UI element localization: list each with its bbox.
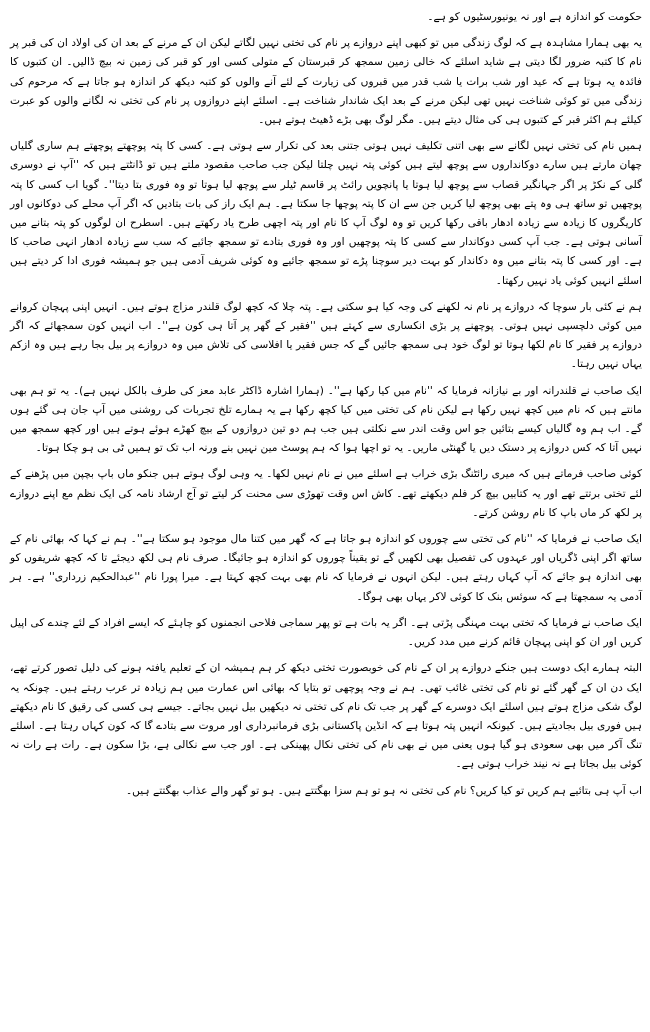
paragraph-7: ایک صاحب نے فرمایا کہ ''نام کی تختی سے چوروں کو اندازہ ہو جاتا ہے کہ گھر میں کتنا مال موجود ہو سکتا ہے''۔ ہم نے کہا کہ بھائی نام کے ساتھ اگر اپنی ڈگریاں اور عہدوں کی تفصیل بھی لکھیں گے تو یقیناً چوروں کو اندازہ ہو جائیگا۔ صرف نام ہی لکھ دیجئے تا کہ کچھ شریفوں کو بھی اندازہ ہو جائے کہ آپ کہاں رہتے ہیں۔ لیکن انہوں نے فرمایا کہ نام بھی بہت کچھ کہتا ہے۔ میرا پورا نام ''عبدالحکیم زرداری'' ہے۔ ہر آدمی یہ سمجھتا ہے کہ سوئس بنک کا کوئی لاکر یہاں بھی ہوگا۔ <box>10 533 642 603</box>
paragraph-10: اب آپ ہی بتائیے ہم کریں تو کیا کریں؟ نام کی تختی نہ ہو تو ہم سزا بھگتتے ہیں۔ ہو تو گھر والے عذاب بھگتتے ہیں۔ <box>125 784 642 797</box>
paragraph-9: البتہ ہمارے ایک دوست ہیں جنکے دروازے پر ان کے نام کی خوبصورت تختی دیکھ کر ہم ہمیشہ ان کے تعلیم یافتہ ہونے کی دلیل تصور کرتے تھے، ایک دن ان کے گھر گئے تو نام کی تختی غائب تھی۔ ہم نے وجہ پوچھی تو بتایا کہ بھائی اس عمارت میں ہم زیادہ تر عرب رہتے ہیں۔ چونکہ یہ لوگ شکی مزاج ہوتے ہیں اسلئے ایک دوسرے کے گھر پر جب تک نام کی تختی نہ دیکھیں بیل نہیں بجاتے۔ جیسے ہی کسی کی رقیق کا نام دیکھتے ہیں فوری بیل بجادیتے ہیں۔ کیونکہ انہیں پتہ ہوتا ہے کہ انڈین پاکستانی بڑی فرمانبرداری اور مروت سے بتادے گا کہ کون کہاں رہتا ہے۔ اسلئے تنگ آکر میں بھی سعودی ہو گیا ہوں یعنی میں نے بھی نام کی تختی نکال پھینکی ہے۔ اور جب سے نکالی ہے، بڑا سکون ہے۔ رات ہے رات نہ کوئی بیل بجاتا ہے نہ نیند خراب ہوتی ہے۔ <box>10 662 642 771</box>
paragraph-4: ہم نے کئی بار سوچا کہ دروازے پر نام نہ لکھنے کی وجہ کیا ہو سکتی ہے۔ پتہ چلا کہ کچھ لوگ قلندر مزاج ہوتے ہیں۔ انہیں اپنی پہچان کروانے میں کوئی دلچسپی نہیں ہوتی۔ پوچھنے پر بڑی انکساری سے کہتے ہیں ''فقیر کے گھر پر آتا ہی کون ہے''۔ اب انہیں کون سمجھائے کہ اگر دروازے پر فقیر کا نام لکھا ہوتا تو لوگ خود ہی سمجھ جائیں گے کہ جس فقیر یا افلاسی کی تلاش میں وہ دروازے پر بیل بجا رہے ہیں وہ ازکم یہاں نہیں رہتا۔ <box>10 300 642 371</box>
paragraph-5: ایک صاحب نے قلندرانہ اور بے نیازانہ فرمایا کہ ''نام میں کیا رکھا ہے''۔ (ہمارا اشارہ ڈاکٹر عابد معز کی طرف بالکل نہیں ہے)۔ یہ تو ہم بھی مانتے ہیں کہ نام میں کچھ نہیں رکھا ہے لیکن نام کی تختی میں کیا کچھ رکھا ہے یہ ہمارے تلخ تجربات کی روشنی میں آپ جان ہی گئے ہوں گے۔ اب ہم وہ گالیاں کیسے بتائیں جو اس وقت اندر سے نکلتی ہیں جب ہم دو تین دروازوں کے بیچ کھڑے ہوئے ہوتے ہیں اور کچھ سمجھ میں نہیں آتا کہ کس دروازے پر دستک دیں یا گھنٹی ماریں۔ یہ تو اچھا ہوا کہ ہم پوسٹ مین نہیں بنے ورنہ اب تک تو ہمیں ٹی بی ہو چکا ہوتا۔ <box>10 384 642 455</box>
paragraph-2: یہ بھی ہمارا مشاہدہ ہے کہ لوگ زندگی میں تو کبھی اپنے دروازے پر نام کی تختی نہیں لگاتے لیکن ان کے مرنے کے بعد ان کی اولاد ان کی قبر پر نام کا کتبہ ضرور لگا دیتی ہے شاید اسلئے کہ خالی زمین سمجھ کر قبرستان کے متولی کسی اور کو قبر کی زمین نہ بیچ ڈالیں۔ ان کتبوں کا فائدہ یہ ہوتا ہے کہ عید اور شب برات یا شب قدر میں قبروں کی زیارت کے لئے آنے والوں کو کتبہ دیکھ کر اندازہ ہو جاتا ہے کہ مرحوم کی زندگی میں تو کوئی شناخت نہیں تھی لیکن مرنے کے بعد ایک شاندار شناخت ہے۔ اسلئے اپنے دروازوں پر نام کی تختی نہ لگانے والوں کو عبرت کیلئے ہم اکثر قبر کے کتبوں ہی کی مثال دیتے ہیں۔ مگر لوگ بھی بڑے ڈھیٹ ہوتے ہیں۔ <box>10 37 642 127</box>
paragraph-6: کوئی صاحب فرماتے ہیں کہ میری رائٹنگ بڑی خراب ہے اسلئے میں نے نام نہیں لکھا۔ یہ وہی لوگ ہوتے ہیں جنکو ماں باپ بچپن میں پڑھنے کے لئے تختی برتتے تھے اور یہ کتابیں بیچ کر فلم دیکھتے تھے۔ کاش اس وقت تھوڑی سی محنت کر لیتے تو آج ارشاد نامہ کی ایک نظم مع اپنے دروازے پر لکھ کر ماں باپ کا نام روشن کرتے۔ <box>10 468 642 519</box>
paragraph-3: ہمیں نام کی تختی نہیں لگانے سے بھی اتنی تکلیف نہیں ہوتی جتنی بعد کی تکرار سے ہوتی ہے۔ کسی کا پتہ پوچھتے پوچھتے ہم ساری گلیاں چھان مارتے ہیں سارے دوکانداروں سے پوچھ لیتے ہیں کوئی پتہ نہیں چلتا لیکن جب صاحب مقصود ملتے ہیں تو ڈانٹتے ہیں کہ ''آپ نے دوسری گلی کے نکڑ پر اگر جہانگیر قصاب سے پوچھ لیا ہوتا یا پانچویں رائٹ پر قاسم ٹیلر سے پوچھ لیا ہوتا تو وہ فوری بتا دیتا''۔ گویا اب کسی کا پتہ پوچھیں تو ساتھ ہی وہ پتے بھی پوچھ لیا کریں جن سے ان کا پتہ پوچھا جا سکتا ہے۔ ہم ایک راز کی بات بتادیں کہ اگر آپ محلے کی دوکانوں اور کاریگروں کا زیادہ سے زیادہ ادھار باقی رکھا کریں تو وہ لوگ آپ کا نام اور پتہ اچھی طرح یاد رکھتے ہیں۔ اسطرح ان لوگوں کو پتہ بتانے میں آسانی ہوتی ہے۔ جب آپ کسی دوکاندار سے کسی کا پتہ پوچھیں اور وہ فوری بتادے تو سمجھ جائیے کہ سب سے زیادہ ادھار انہی صاحب کا ہے۔ اور کسی کا پتہ بتانے میں وہ دکاندار کو بہت دیر سوچنا پڑے تو سمجھ جائیے وہ کوئی شریف آدمی ہیں جو ہمیشہ فوری ادا کر دیتے ہیں اسلئے انہیں کوئی یاد نہیں رکھتا۔ <box>10 140 642 287</box>
paragraph-8: ایک صاحب نے فرمایا کہ تختی بہت مہنگی پڑتی ہے۔ اگر یہ بات ہے تو پھر سماجی فلاحی انجمنوں کو چاہئے کہ ایسے افراد کے لئے چندے کی اپیل کریں اور ان کو اپنی پہچان قائم کرنے میں مدد کریں۔ <box>10 616 642 649</box>
paragraph-1: حکومت کو اندازہ ہے اور نہ یونیورسٹیوں کو ہے۔ <box>427 11 642 23</box>
